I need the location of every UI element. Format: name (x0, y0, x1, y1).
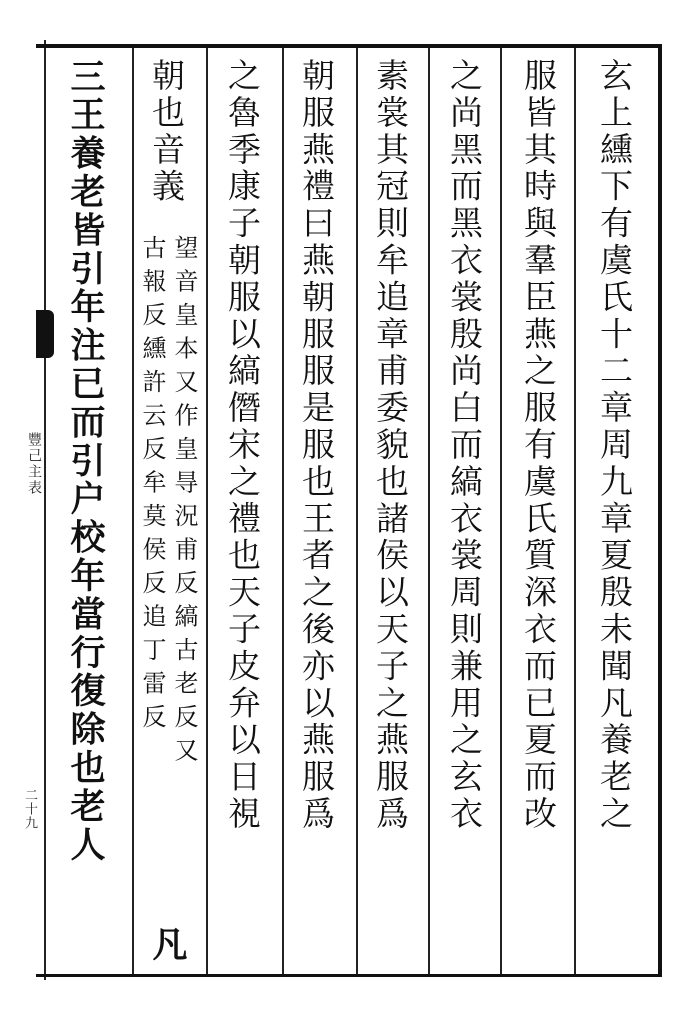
text-column-2: 服皆其時與羣臣燕之服有虞氏質深衣而已夏而改 (519, 58, 558, 833)
column-rule (206, 48, 208, 974)
column-rule (500, 48, 502, 974)
frame-bottom-border (36, 974, 662, 977)
gutter-line (44, 40, 46, 980)
column-rule (574, 48, 576, 974)
frame-right-border (658, 44, 662, 977)
column-rule (282, 48, 284, 974)
text-column-4: 素裳其冠則牟追章甫委貌也諸侯以天子之燕服爲 (371, 58, 410, 833)
text-column-5: 朝服燕禮曰燕朝服服是服也王者之後亦以燕服爲 (297, 58, 336, 833)
column-rule (356, 48, 358, 974)
column-rule (428, 48, 430, 974)
frame-top-border (36, 44, 662, 48)
annotation-line-1: 望音皇本又作皇㝵況甫反縞古老反又 (170, 235, 198, 771)
text-column-8: 三王養老皆引年注已而引户校年當行復除也老人 (65, 58, 106, 865)
column-rule (132, 48, 134, 974)
page-number: 二十九 (22, 788, 37, 830)
text-column-7: 朝也音義 (147, 58, 186, 206)
text-column-3: 之尚黑而黑衣裳殷尚白而縞衣裳周則兼用之玄衣 (445, 58, 484, 833)
text-column-6: 之魯季康子朝服以縞僭宋之禮也天子皮弁以日視 (223, 58, 262, 833)
end-mark: 凡 (147, 926, 188, 961)
margin-title: 豐己主表 (26, 432, 42, 496)
text-column-1: 玄上纁下有虞氏十二章周九章夏殷未聞凡養老之 (595, 58, 634, 833)
annotation-line-2: 古報反纁許云反牟莫侯反追丁雷反 (138, 235, 166, 738)
binding-mark (36, 310, 54, 358)
